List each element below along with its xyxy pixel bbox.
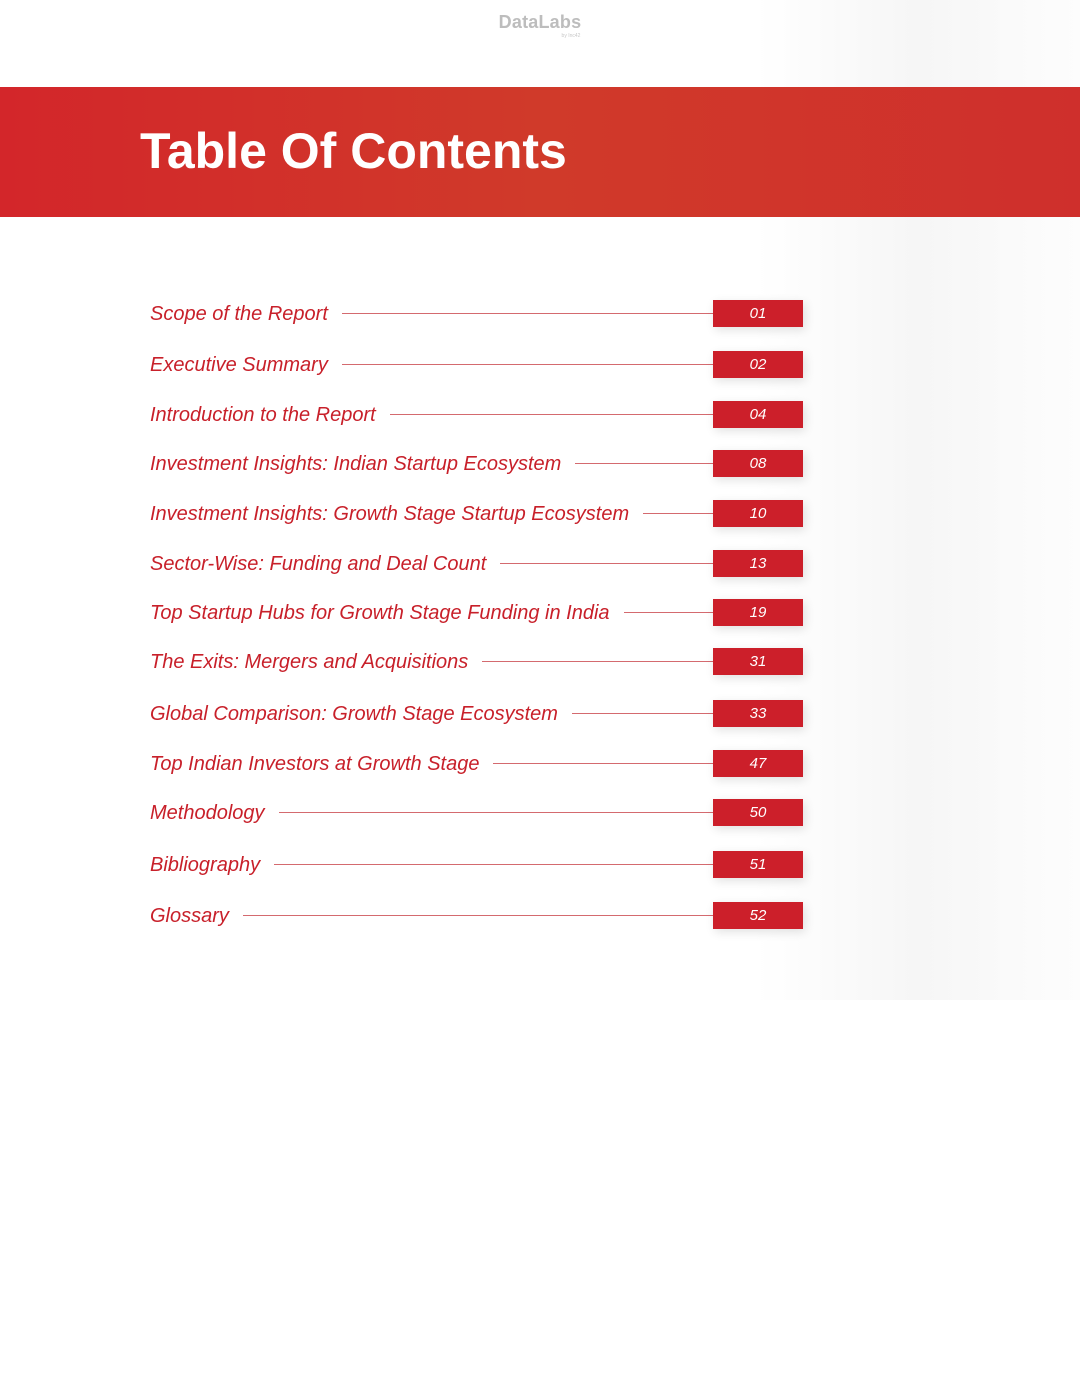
toc-entry[interactable] bbox=[150, 799, 803, 826]
toc-entry[interactable] bbox=[150, 599, 803, 626]
toc-entry[interactable] bbox=[150, 750, 803, 777]
toc-entry[interactable] bbox=[150, 550, 803, 577]
toc-page-number[interactable]: 13 bbox=[713, 550, 803, 577]
toc-page-number[interactable]: 51 bbox=[713, 851, 803, 878]
toc-entry-label[interactable]: Sector-Wise: Funding and Deal Count bbox=[150, 552, 487, 575]
toc-page-number[interactable]: 02 bbox=[713, 351, 803, 378]
logo-byline: by Inc42 bbox=[561, 33, 581, 39]
toc-leader-line bbox=[342, 364, 713, 365]
toc-entry-label[interactable]: Methodology bbox=[150, 801, 265, 824]
logo-wordmark: DataLabs bbox=[498, 12, 582, 32]
toc-page-number[interactable]: 52 bbox=[713, 902, 803, 929]
toc-leader-line bbox=[482, 661, 713, 662]
toc-entry-label[interactable]: Executive Summary bbox=[150, 353, 328, 376]
toc-entry[interactable] bbox=[150, 401, 803, 428]
toc-entry-label[interactable]: Bibliography bbox=[150, 853, 261, 876]
toc-entry-label[interactable]: Investment Insights: Growth Stage Startup Ecosystem bbox=[150, 502, 630, 525]
toc-entry[interactable] bbox=[150, 648, 803, 675]
toc-entry-label[interactable]: Glossary bbox=[150, 904, 229, 927]
toc-leader-line bbox=[643, 513, 713, 514]
toc-page-number[interactable]: 19 bbox=[713, 599, 803, 626]
toc-leader-line bbox=[342, 313, 713, 314]
toc-page-number[interactable]: 47 bbox=[713, 750, 803, 777]
toc-leader-line bbox=[390, 414, 713, 415]
toc-page-number[interactable]: 33 bbox=[713, 700, 803, 727]
toc-entry[interactable] bbox=[150, 902, 803, 929]
toc-page-number[interactable]: 01 bbox=[713, 300, 803, 327]
toc-entry[interactable] bbox=[150, 700, 803, 727]
toc-entry[interactable] bbox=[150, 500, 803, 527]
toc-page-number[interactable]: 50 bbox=[713, 799, 803, 826]
toc-page-number[interactable]: 04 bbox=[713, 401, 803, 428]
toc-entry-label[interactable]: Top Indian Investors at Growth Stage bbox=[150, 752, 480, 775]
toc-leader-line bbox=[274, 864, 713, 865]
toc-leader-line bbox=[624, 612, 713, 613]
page-title: Table Of Contents bbox=[140, 123, 567, 179]
toc-entry-label[interactable]: The Exits: Mergers and Acquisitions bbox=[150, 650, 469, 673]
toc-entry-label[interactable]: Global Comparison: Growth Stage Ecosystem bbox=[150, 702, 558, 725]
toc-entry[interactable] bbox=[150, 450, 803, 477]
toc-leader-line bbox=[243, 915, 713, 916]
toc-entry-label[interactable]: Top Startup Hubs for Growth Stage Funding in India bbox=[150, 601, 610, 624]
toc-leader-line bbox=[500, 563, 713, 564]
toc-leader-line bbox=[575, 463, 713, 464]
toc-entry-label[interactable]: Investment Insights: Indian Startup Ecosystem bbox=[150, 452, 562, 475]
toc-entry-label[interactable]: Introduction to the Report bbox=[150, 403, 376, 426]
toc-leader-line bbox=[493, 763, 713, 764]
toc-entry[interactable] bbox=[150, 351, 803, 378]
toc-page-number[interactable]: 31 bbox=[713, 648, 803, 675]
toc-entry-label[interactable]: Scope of the Report bbox=[150, 302, 328, 325]
toc-page-number[interactable]: 10 bbox=[713, 500, 803, 527]
toc-page-number[interactable]: 08 bbox=[713, 450, 803, 477]
toc-entry[interactable] bbox=[150, 300, 803, 327]
toc-leader-line bbox=[279, 812, 713, 813]
toc-leader-line bbox=[572, 713, 713, 714]
toc-entry[interactable] bbox=[150, 851, 803, 878]
